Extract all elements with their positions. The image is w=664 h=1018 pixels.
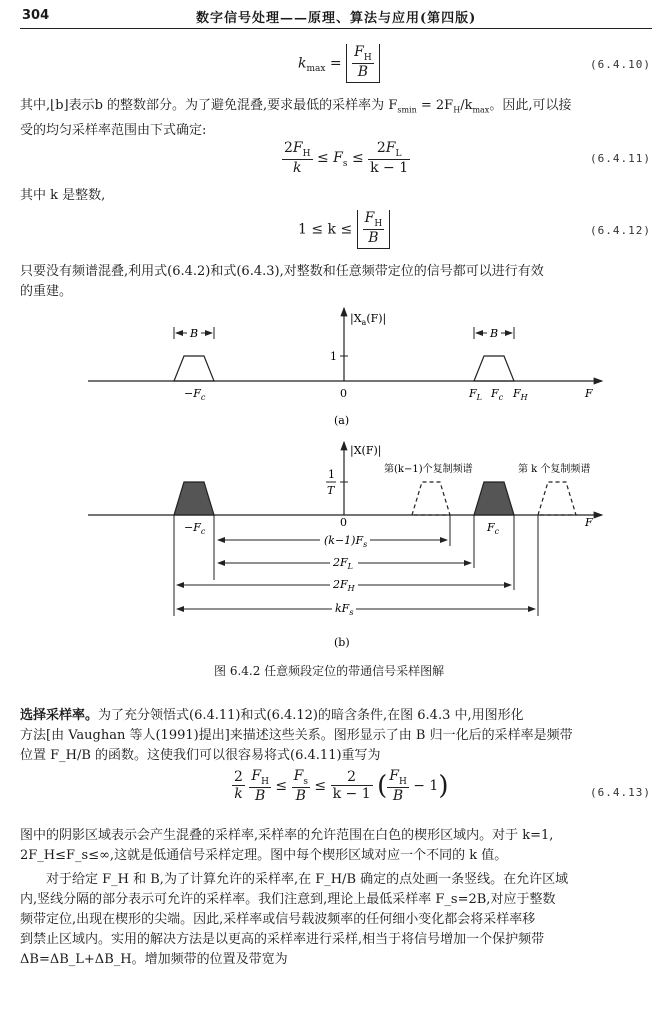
axis-label-b: |X(F)|: [350, 444, 382, 457]
tick-neg-fc-b: $-F_c$: [184, 521, 206, 536]
axis-label-a: $|X_a(F)|$: [350, 312, 387, 327]
span-label-k-minus-1-fs: $(k-1)F_s$: [324, 534, 368, 549]
tick-f-a: F: [585, 387, 593, 400]
one-over-t-den: T: [327, 484, 335, 497]
replica-k: [538, 482, 576, 515]
one-over-t-num: 1: [328, 468, 335, 481]
tick-fh: $F_H$: [513, 387, 528, 402]
bandwidth-label-right: B: [490, 327, 499, 340]
equation-number: (6.4.12): [590, 224, 651, 237]
equation-number: (6.4.11): [590, 152, 651, 165]
paragraph: 只要没有频谱混叠,利用式(6.4.2)和式(6.4.3),对整数和任意频带定位的信号都可以进行有效 的重建。: [20, 264, 544, 299]
figure-6-4-2: [0, 300, 664, 685]
paragraph: 选择采样率。为了充分领悟式(6.4.11)和式(6.4.12)的暗含条件,在图 6.4.3 中,用图形化 方法[由 Vaughan 等人(1991)提出]来描述这些关系。图形显示了由 B 归一化后的采样率是频带 位置 F_H/B 的函数。这使我们可以很容易将式(6.4.11)重写为: [20, 708, 573, 763]
paragraph: 其中 k 是整数,: [20, 188, 106, 203]
equation-6-4-11: $\frac{2F_H}{k}$ ≤ $F_s$ ≤ $\frac{2F_L}{k - 1}$: [284, 140, 409, 176]
span-label-kfs: $kF_s$: [335, 602, 354, 617]
spectrum-left-b: [174, 482, 214, 515]
paragraph: 对于给定 F_H 和 B,为了计算允许的采样率,在 F_H/B 确定的点处画一条竖线。在允许区域: [46, 872, 569, 887]
tick-fl: $F_L$: [469, 387, 482, 402]
subfigure-label-a: (a): [334, 414, 350, 427]
subfigure-label-b: (b): [334, 636, 350, 649]
replica-k-minus-1: [412, 482, 450, 515]
spectrum-left-a: [174, 356, 214, 381]
equation-6-4-12: 1 ≤ k ≤ $\frac{F_H}{B}$: [298, 210, 390, 249]
span-label-2fl: $2F_L$: [333, 556, 353, 571]
page-number: 304: [22, 8, 50, 23]
tick-fc-b: $F_c$: [487, 521, 500, 536]
equation-6-4-10: $k_{max}$ = $\frac{F_H}{B}$: [298, 44, 380, 83]
paragraph: 其中,⌊b⌋表示b 的整数部分。为了避免混叠,要求最低的采样率为 $F_{smin} = 2F_H/k_{max}$。因此,可以接 受的均匀采样率范围由下式确定:: [20, 98, 572, 138]
tick-zero-a: 0: [340, 387, 347, 400]
spectrum-right-a: [474, 356, 514, 381]
tick-f-b: F: [585, 516, 593, 529]
equation-number: (6.4.13): [590, 786, 651, 799]
tick-neg-fc-a: $-F_c$: [184, 387, 206, 402]
replica-k-label: 第 k 个复制频谱: [518, 464, 591, 475]
running-title: 数字信号处理——原理、算法与应用(第四版): [196, 11, 477, 26]
paragraph: 内,竖线分隔的部分表示可允许的采样率。我们注意到,理论上最低采样率 F_s=2B,对应于整数 频带定位,出现在楔形的尖端。因此,采样率或信号载波频率的任何细小变化都会将采样率移 到禁止区域内。实用的解决方法是以更高的采样率进行采样,相当于将信号增加一个保护频带 ΔB=ΔB_L+ΔB_H。增加频带的位置及带宽为: [20, 892, 556, 967]
equation-number: (6.4.10): [590, 58, 651, 71]
tick-fc-a: $F_c$: [491, 387, 504, 402]
span-label-2fh: $2F_H$: [333, 578, 355, 593]
replica-k-minus-1-label: 第(k−1)个复制频谱: [384, 464, 473, 475]
spectrum-right-b: [474, 482, 514, 515]
tick-zero-b: 0: [340, 516, 347, 529]
header-rule: [20, 28, 652, 29]
bandwidth-label-left: B: [190, 327, 199, 340]
equation-6-4-13: $\frac{2}{k}$ $\frac{F_H}{B}$ ≤ $\frac{F_s}{B}$ ≤ $\frac{2}{k - 1}$ ( $\frac{F_H}{B}$ − 1): [234, 768, 449, 804]
figure-caption: 图 6.4.2 任意频段定位的带通信号采样图解: [214, 664, 445, 678]
level-one-label: 1: [330, 350, 337, 363]
paragraph: 图中的阴影区域表示会产生混叠的采样率,采样率的允许范围在白色的楔形区域内。对于 k=1, 2F_H≤F_s≤∞,这就是低通信号采样定理。图中每个楔形区域对应一个不同的 k 值。: [20, 828, 554, 863]
